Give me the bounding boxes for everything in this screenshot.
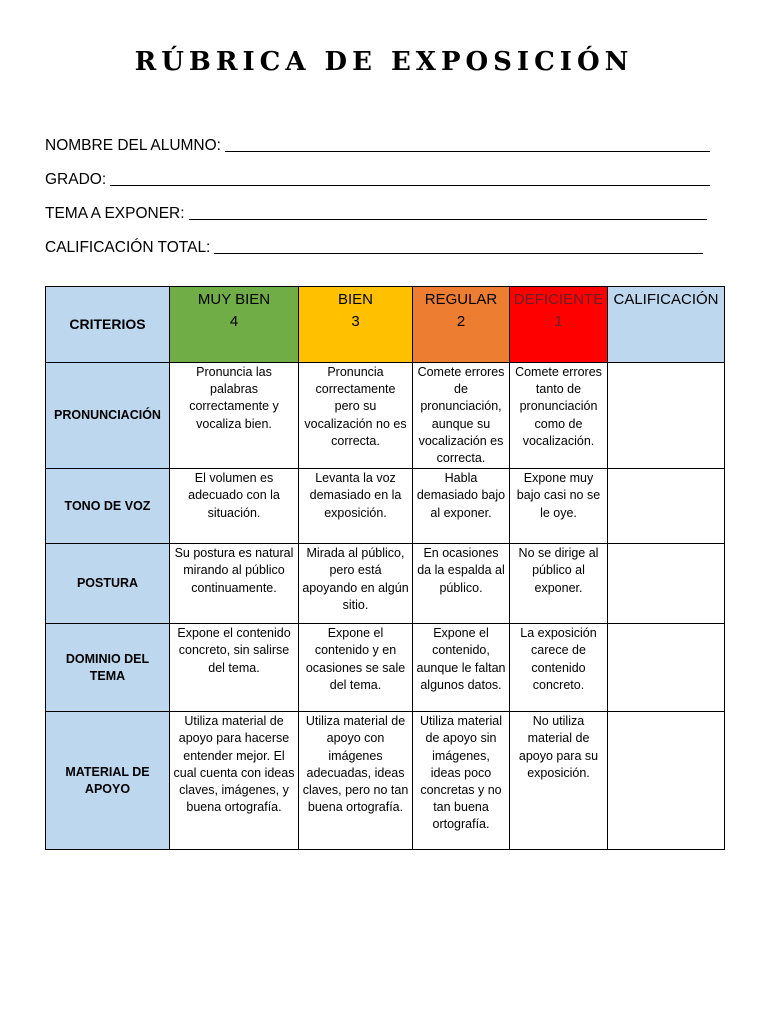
rubric-cell: Pronuncia correctamente pero su vocalización no es correcta. — [299, 363, 413, 469]
level-label: BIEN — [337, 291, 373, 308]
topic-field[interactable] — [45, 198, 707, 224]
page-title: RÚBRICA DE EXPOSICIÓN — [134, 47, 634, 77]
rubric-cell: Utiliza material de apoyo para hacerse entender mejor. El cual cuenta con ideas claves, imágenes, y buena ortografía. — [170, 712, 299, 850]
level-header-regular — [413, 287, 510, 363]
criterios-header: CRITERIOS — [46, 287, 170, 363]
rubric-cell: Comete errores de pronunciación, aunque su vocalización es correcta. — [413, 363, 510, 469]
table-row — [46, 544, 725, 624]
level-score: 2 — [456, 313, 466, 330]
grade-cell[interactable] — [608, 363, 725, 469]
table-row — [46, 469, 725, 544]
topic-line[interactable] — [189, 219, 707, 220]
criterion-label: PRONUNCIACIÓN — [46, 363, 170, 469]
criterion-label: TONO DE VOZ — [46, 469, 170, 544]
rubric-cell: Expone el contenido concreto, sin salirse del tema. — [170, 624, 299, 712]
level-header-muy-bien — [170, 287, 299, 363]
rubric-cell: No se dirige al público al exponer. — [510, 544, 608, 624]
rubric-cell: Pronuncia las palabras correctamente y vocaliza bien. — [170, 363, 299, 469]
level-label: REGULAR — [424, 291, 498, 308]
grade-field[interactable] — [45, 164, 710, 190]
level-label: DEFICIENTE — [513, 291, 604, 308]
total-grade-label: CALIFICACIÓN TOTAL: — [45, 239, 211, 256]
calificacion-header: CALIFICACIÓN — [608, 287, 725, 363]
rubric-cell: Comete errores tanto de pronunciación como de vocalización. — [510, 363, 608, 469]
rubric-cell: Expone el contenido, aunque le faltan algunos datos. — [413, 624, 510, 712]
level-score: 4 — [229, 313, 239, 330]
rubric-cell: Utiliza material de apoyo con imágenes adecuadas, ideas claves, pero no tan buena ortografía. — [299, 712, 413, 850]
rubric-cell: No utiliza material de apoyo para su exposición. — [510, 712, 608, 850]
level-header-bien — [299, 287, 413, 363]
level-header-deficiente — [510, 287, 608, 363]
table-row — [46, 363, 725, 469]
table-header-row — [46, 287, 725, 363]
criterion-label: DOMINIO DEL TEMA — [46, 624, 170, 712]
grade-cell[interactable] — [608, 469, 725, 544]
criterion-label: POSTURA — [46, 544, 170, 624]
rubric-cell: En ocasiones da la espalda al público. — [413, 544, 510, 624]
rubric-cell: Levanta la voz demasiado en la exposición. — [299, 469, 413, 544]
student-name-line[interactable] — [225, 151, 710, 152]
rubric-cell: Expone muy bajo casi no se le oye. — [510, 469, 608, 544]
level-score: 1 — [554, 313, 563, 330]
rubric-cell: Habla demasiado bajo al exponer. — [413, 469, 510, 544]
grade-label: GRADO: — [45, 171, 107, 188]
rubric-cell: Mirada al público, pero está apoyando en algún sitio. — [299, 544, 413, 624]
rubric-cell: Expone el contenido y en ocasiones se sale del tema. — [299, 624, 413, 712]
level-score: 3 — [351, 313, 360, 330]
rubric-cell: La exposición carece de contenido concreto. — [510, 624, 608, 712]
table-row — [46, 624, 725, 712]
rubric-cell: El volumen es adecuado con la situación. — [170, 469, 299, 544]
grade-cell[interactable] — [608, 712, 725, 850]
level-label: MUY BIEN — [197, 291, 271, 308]
criterion-label: MATERIAL DE APOYO — [46, 712, 170, 850]
table-row — [46, 712, 725, 850]
total-grade-line[interactable] — [214, 253, 703, 254]
student-name-field[interactable] — [45, 130, 710, 156]
student-name-label: NOMBRE DEL ALUMNO: — [45, 137, 221, 154]
rubric-cell: Utiliza material de apoyo sin imágenes, ideas poco concretas y no tan buena ortografía. — [413, 712, 510, 850]
topic-label: TEMA A EXPONER: — [45, 205, 185, 222]
grade-cell[interactable] — [608, 624, 725, 712]
grade-cell[interactable] — [608, 544, 725, 624]
total-grade-field[interactable] — [45, 232, 703, 258]
grade-line[interactable] — [110, 185, 710, 186]
rubric-cell: Su postura es natural mirando al público continuamente. — [170, 544, 299, 624]
rubric-table — [45, 286, 725, 850]
